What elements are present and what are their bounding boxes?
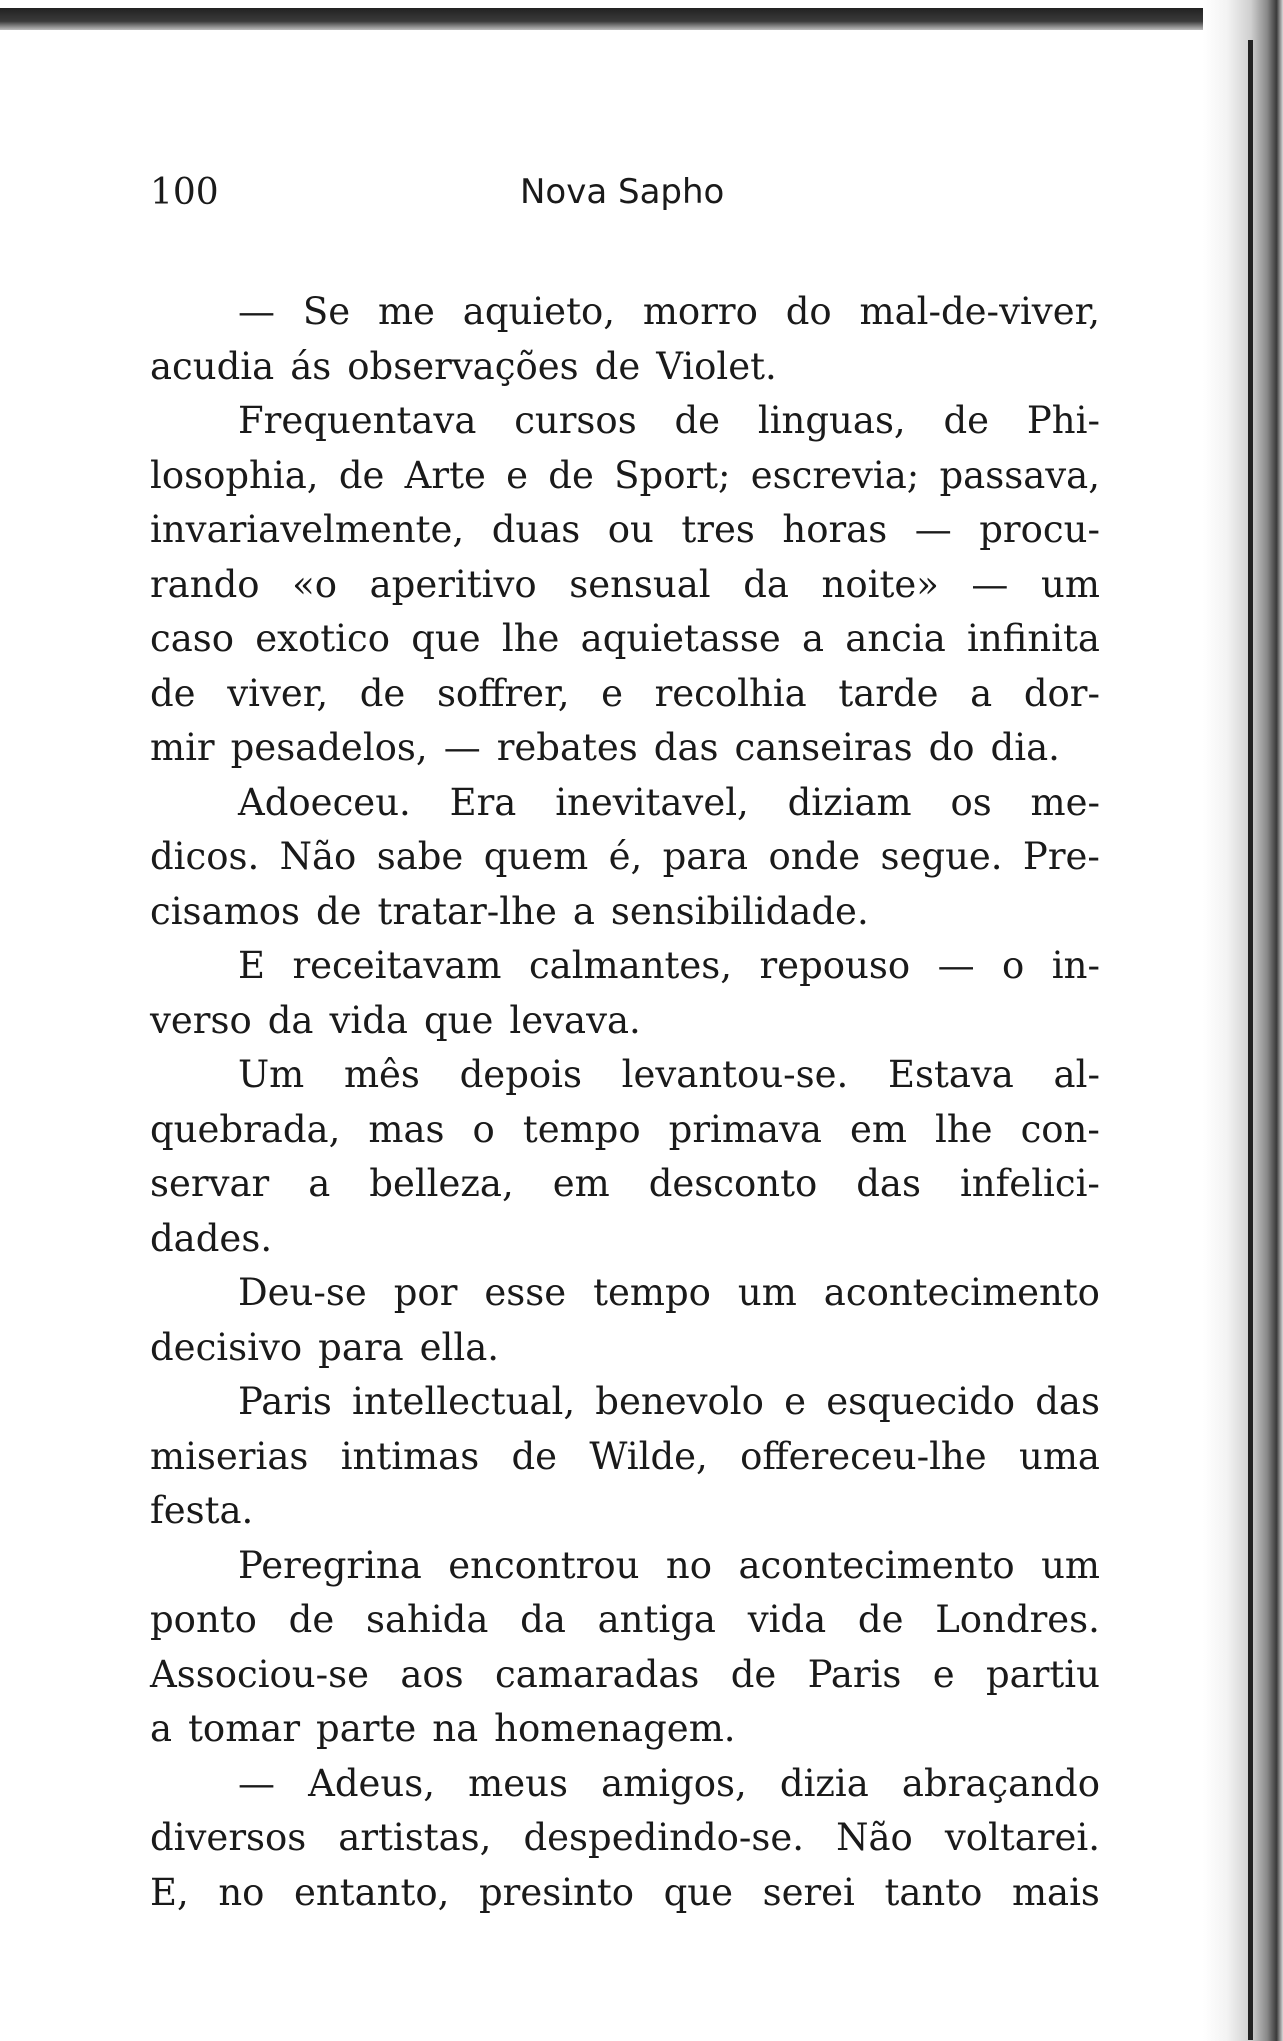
word: acontecimento: [738, 1543, 1015, 1587]
word: decisivo: [150, 1325, 303, 1369]
word: primava: [668, 1107, 822, 1151]
word: de: [315, 889, 362, 933]
text-line: [150, 1321, 1100, 1376]
word: Se: [302, 290, 351, 333]
word: da: [743, 562, 789, 606]
word: verso: [150, 998, 252, 1042]
word: serei: [762, 1870, 855, 1914]
word: de: [288, 1598, 335, 1641]
word: para: [662, 835, 749, 878]
word: Peregrina: [238, 1543, 422, 1587]
word: voltarei.: [944, 1816, 1100, 1859]
text-line: [150, 340, 1100, 395]
word: mês: [343, 1053, 420, 1096]
text-line: [150, 1648, 1100, 1703]
word: e: [784, 1380, 807, 1423]
text-line: [150, 503, 1100, 558]
text-line: [150, 1811, 1100, 1866]
text-line: [150, 394, 1100, 449]
word: sabe: [376, 835, 464, 878]
word: quem: [483, 835, 589, 878]
word: de: [548, 453, 594, 497]
word: cursos: [514, 399, 637, 442]
word: os: [950, 780, 992, 824]
word: Londres.: [935, 1598, 1100, 1641]
word: das: [1035, 1380, 1100, 1423]
word: —: [937, 944, 975, 987]
word: que: [423, 998, 494, 1042]
word: Sport;: [614, 453, 731, 497]
word: dor-: [1023, 671, 1100, 715]
word: E,: [150, 1870, 189, 1914]
text-line: [150, 1266, 1100, 1321]
word: Deu-se: [238, 1271, 367, 1314]
word: infelici-: [959, 1162, 1100, 1205]
word: do: [785, 290, 832, 333]
word: por: [393, 1271, 458, 1314]
word: levava.: [509, 998, 641, 1042]
word: entanto,: [294, 1870, 450, 1914]
word: partiu: [985, 1652, 1100, 1696]
word: segue.: [880, 835, 1003, 878]
word: depois: [459, 1053, 582, 1096]
word: para: [318, 1325, 404, 1369]
word: in-: [1051, 944, 1100, 987]
word: tarde: [838, 671, 939, 715]
word: ella.: [419, 1325, 500, 1369]
text-line: [150, 612, 1100, 667]
text-line: [150, 721, 1100, 776]
word: ou: [607, 508, 654, 551]
word: vida: [747, 1598, 827, 1641]
word: a: [308, 1162, 331, 1205]
word: lhe: [934, 1107, 993, 1151]
word: inevitavel,: [555, 780, 749, 824]
binding-shadow-line: [1248, 40, 1253, 2040]
word: Estava: [887, 1053, 1014, 1096]
word: —: [238, 1761, 275, 1805]
word: miserias: [150, 1434, 309, 1478]
word: cisamos: [150, 889, 300, 933]
text-line: [150, 885, 1100, 940]
word: a: [801, 617, 825, 660]
word: calmantes,: [528, 944, 733, 987]
word: —: [443, 726, 481, 769]
word: benevolo: [595, 1380, 764, 1423]
word: que: [663, 1870, 734, 1914]
word: pesadelos,: [230, 726, 428, 769]
text-line: [150, 1702, 1100, 1757]
word: Frequentava: [238, 399, 477, 442]
word: intimas: [340, 1434, 480, 1478]
text-line: [150, 1157, 1100, 1212]
word: rando: [150, 562, 260, 606]
word: —: [238, 290, 275, 333]
word: de: [857, 1598, 904, 1641]
word: linguas,: [757, 399, 906, 442]
word: e: [932, 1652, 955, 1696]
word: soffrer,: [436, 671, 570, 715]
text-line: [150, 1048, 1100, 1103]
word: é,: [608, 835, 643, 878]
word: sensibilidade.: [610, 889, 869, 933]
word: lhe: [501, 617, 560, 660]
word: abraçando: [901, 1761, 1100, 1805]
word: artistas,: [338, 1816, 492, 1859]
word: tomar: [188, 1707, 301, 1750]
word: em: [552, 1162, 610, 1205]
word: caso: [150, 617, 235, 660]
word: servar: [150, 1162, 270, 1205]
word: de: [730, 1652, 777, 1696]
word: aquieto,: [462, 290, 615, 333]
word: mal-de-viver,: [859, 290, 1100, 333]
word: E: [238, 944, 266, 987]
text-line: [150, 667, 1100, 722]
text-line: [150, 1866, 1100, 1921]
scan-top-edge: [0, 8, 1283, 30]
page-number: 100: [150, 172, 219, 213]
word: da: [267, 998, 314, 1042]
word: no: [218, 1870, 265, 1914]
word: aquietasse: [580, 617, 781, 660]
word: do: [928, 726, 975, 769]
word: sensual: [569, 562, 711, 606]
word: recolhia: [654, 671, 807, 715]
word: homenagem.: [494, 1707, 736, 1750]
word: sahida: [365, 1598, 489, 1641]
word: o: [472, 1107, 495, 1151]
word: de: [943, 399, 990, 442]
word: meus: [468, 1761, 568, 1805]
text-line: [150, 1539, 1100, 1594]
word: mais: [1011, 1870, 1100, 1914]
text-line: [150, 1375, 1100, 1430]
word: tanto: [884, 1870, 983, 1914]
word: Wilde,: [589, 1434, 708, 1478]
word: duas: [491, 508, 581, 551]
running-title: Nova Sapho: [520, 172, 725, 212]
text-line: [150, 1757, 1100, 1812]
word: dicos.: [150, 835, 260, 878]
word: Phi-: [1026, 399, 1100, 442]
word: Não: [836, 1816, 913, 1859]
word: viver,: [227, 671, 329, 715]
word: me: [377, 290, 435, 333]
word: me-: [1030, 780, 1100, 824]
word: —: [914, 508, 952, 551]
text-line: [150, 1103, 1100, 1158]
word: presinto: [478, 1870, 635, 1914]
word: em: [849, 1107, 907, 1151]
word: um: [737, 1271, 797, 1314]
word: diversos: [150, 1816, 307, 1859]
word: festa.: [150, 1489, 254, 1532]
word: Pre-: [1022, 835, 1100, 878]
word: levantou-se.: [621, 1053, 849, 1096]
word: infinita: [967, 617, 1100, 660]
word: de: [359, 671, 406, 715]
word: offereceu-lhe: [740, 1434, 987, 1478]
word: repouso: [759, 944, 911, 987]
word: encontrou: [448, 1543, 640, 1587]
word: con-: [1020, 1107, 1100, 1151]
word: das: [856, 1162, 921, 1205]
word: o: [1002, 944, 1025, 987]
text-line: [150, 1593, 1100, 1648]
text-line: [150, 1430, 1100, 1485]
word: tres: [681, 508, 755, 551]
word: de: [150, 671, 196, 715]
word: acontecimento: [823, 1271, 1100, 1314]
page-header: [150, 172, 1100, 222]
word: noite»: [821, 562, 939, 606]
text-line: [150, 1484, 1100, 1539]
word: da: [520, 1598, 566, 1641]
word: Não: [279, 835, 357, 878]
text-line: [150, 830, 1100, 885]
text-line: [150, 994, 1100, 1049]
word: uma: [1018, 1434, 1100, 1478]
text-line: [150, 449, 1100, 504]
word: observações: [347, 344, 579, 388]
word: despedindo-se.: [523, 1816, 805, 1859]
word: amigos,: [601, 1761, 747, 1805]
word: aos: [400, 1652, 464, 1696]
word: losophia,: [150, 453, 319, 497]
word: Paris: [807, 1652, 902, 1696]
word: quebrada,: [150, 1107, 341, 1151]
word: Adeus,: [308, 1761, 436, 1805]
word: a: [970, 671, 993, 715]
word: de: [674, 399, 721, 442]
word: dades.: [150, 1216, 273, 1260]
word: antiga: [597, 1598, 716, 1641]
scan-binding-gutter: [1203, 0, 1283, 2041]
word: Associou-se: [150, 1652, 370, 1696]
word: a: [150, 1707, 173, 1750]
word: rebates: [496, 726, 638, 769]
word: vida: [329, 998, 408, 1042]
word: passava,: [939, 453, 1100, 497]
word: belleza,: [369, 1162, 514, 1205]
word: no: [665, 1543, 713, 1587]
word: de: [594, 344, 641, 388]
word: esquecido: [826, 1380, 1016, 1423]
body-text: [150, 285, 1100, 1920]
word: parte: [316, 1707, 417, 1750]
word: morro: [642, 290, 758, 333]
text-line: [150, 939, 1100, 994]
word: Adoeceu.: [238, 780, 411, 824]
word: um: [1040, 562, 1100, 606]
word: mir: [150, 726, 215, 769]
word: desconto: [648, 1162, 818, 1205]
word: dizia: [779, 1761, 869, 1805]
word: horas: [782, 508, 888, 551]
word: das: [653, 726, 719, 769]
word: na: [432, 1707, 479, 1750]
word: diziam: [787, 780, 912, 824]
word: «o: [292, 562, 338, 606]
word: aperitivo: [369, 562, 537, 606]
word: al-: [1053, 1053, 1100, 1096]
word: e: [601, 671, 623, 715]
word: intellectual,: [352, 1380, 576, 1423]
word: camaradas: [494, 1652, 700, 1696]
word: a: [572, 889, 595, 933]
word: que: [411, 617, 481, 660]
word: Paris: [238, 1380, 332, 1423]
word: de: [338, 453, 385, 497]
word: Era: [449, 780, 517, 824]
word: onde: [768, 835, 861, 878]
word: dia.: [990, 726, 1060, 769]
word: canseiras: [734, 726, 913, 769]
text-line: [150, 285, 1100, 340]
word: um: [1041, 1543, 1100, 1587]
word: Um: [238, 1053, 305, 1096]
text-line: [150, 776, 1100, 831]
word: esse: [484, 1271, 567, 1314]
word: escrevia;: [750, 453, 920, 497]
word: —: [971, 562, 1009, 606]
word: Violet.: [656, 344, 777, 388]
word: invariavelmente,: [150, 508, 465, 551]
word: Arte: [404, 453, 486, 497]
word: ponto: [150, 1598, 257, 1641]
word: mas: [368, 1107, 445, 1151]
word: tempo: [593, 1271, 711, 1314]
word: e: [506, 453, 529, 497]
text-line: [150, 1212, 1100, 1267]
word: tempo: [522, 1107, 641, 1151]
word: ancia: [845, 617, 946, 660]
text-line: [150, 558, 1100, 613]
word: acudia: [150, 344, 275, 388]
word: de: [511, 1434, 558, 1478]
word: ás: [290, 344, 332, 388]
word: exotico: [255, 617, 391, 660]
word: tratar-lhe: [377, 889, 557, 933]
word: procu-: [979, 508, 1100, 551]
word: receitavam: [292, 944, 502, 987]
